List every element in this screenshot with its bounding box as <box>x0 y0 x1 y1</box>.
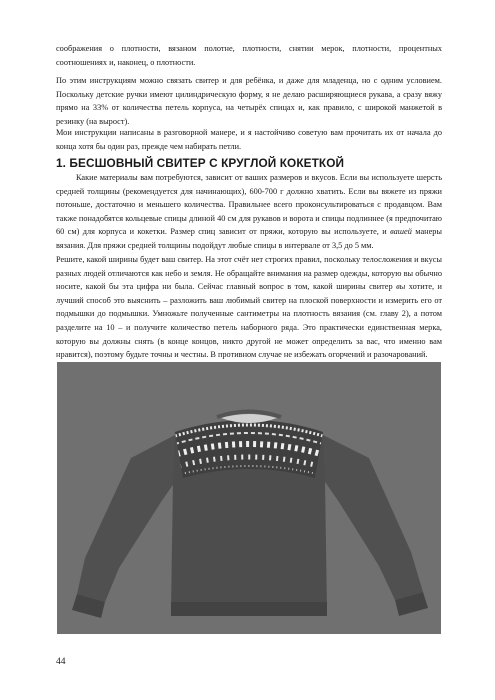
materials-emphasis: вашей <box>390 227 412 237</box>
width-emphasis: вы <box>396 282 406 292</box>
paragraph-materials <box>56 171 442 253</box>
materials-text-end: манеры вязания. Для пряжи средней толщины подойдут любые спицы в интервале от 3,5 до 5 мм. <box>56 227 442 250</box>
paragraph-width <box>56 253 442 362</box>
paragraph-instructions-advice: Мои инструкции написаны в разговорной манере, и я настойчиво советую вам прочитать их от начала до конца хотя бы один раз, прежде чем набирать петли. <box>56 128 442 151</box>
paragraph-intro-continuation: соображения о плотности, вязаном полотне, плотности, снятии мерок, плотности, процентных соотношениях и, наконец, о плотности. <box>56 44 442 67</box>
width-text-start: Решите, какой ширины будет ваш свитер. На этот счёт нет строгих правил, поскольку телосложения и вкусы разных людей отличаются как небо и земля. Не обращайте внимания на размер одежды, которую вы обычно носите, какой бы эта цифра ни была. Сейчас главный вопрос в том, какой ширины свитер <box>56 255 442 292</box>
sweater-hem <box>171 602 327 616</box>
sweater-photo <box>57 362 441 634</box>
materials-text-start: Какие материалы вам потребуются, зависит от ваших размеров и вкусов. Если вы используете шерсть средней толщины (рекомендуется для начинающих), 600-700 г должно хватить. Если вы вяжете из пряжи потоньше, достаточно и меньшего количества. Правильнее всего проконсультироваться с продавцом. Вам также понадобятся кольцевые спицы длиной 40 см для рукавов и ворота и спицы подлиннее (я предпочитаю 60 см) для корпуса и кокетки. Размер спиц зависит от пряжи, которую вы используете, и <box>56 173 442 237</box>
page-number: 44 <box>56 657 66 667</box>
sweater-illustration <box>57 362 441 634</box>
width-text-end: хотите, и лучший способ это выяснить – разложить ваш любимый свитер на плоской поверхности и измерить его от подмышки до подмышки. Умножьте полученные сантиметры на плотность вязания (см. главу 2), а потом разделите на 10 – и получите количество петель наборного ряда. Это практически единственная мерка, которую вы должны снять (в конце концов, никто другой не может определить за вас, что именно вам нравится), поэтому будьте точны и честны. В противном случае не избежать огорчений и разочарований. <box>56 282 442 360</box>
chapter-heading: 1. БЕСШОВНЫЙ СВИТЕР С КРУГЛОЙ КОКЕТКОЙ <box>56 156 345 170</box>
paragraph-children-sweater: По этим инструкциям можно связать свитер и для ребёнка, и даже для младенца, но с одним условием. Поскольку детские ручки имеют цилиндрическую форму, я не делаю расширяющиеся рукава, а сразу вяжу прямо на 33% от количества петель корпуса, на четырёх спицах и, как правило, с широкой манжетой в резинку (на вырост). <box>56 76 442 126</box>
